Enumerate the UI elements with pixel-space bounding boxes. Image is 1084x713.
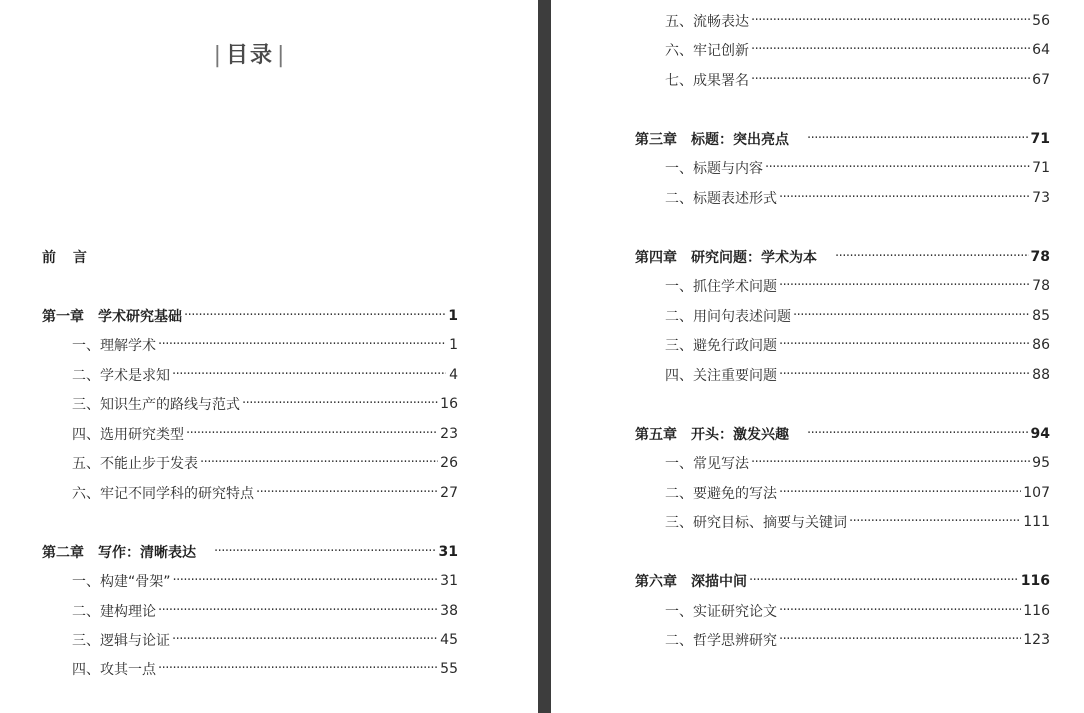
toc-label: 四、选用研究类型 — [72, 427, 184, 443]
toc-leader — [849, 512, 1021, 532]
toc-label: 第五章 开头：激发兴趣 — [635, 427, 789, 443]
toc-label: 一、标题与内容 — [665, 161, 763, 177]
toc-leader — [779, 188, 1030, 208]
toc-leader — [751, 11, 1030, 31]
toc-entry-left-9[interactable] — [72, 601, 458, 621]
left-page — [0, 0, 538, 713]
toc-entry-right-13[interactable] — [665, 483, 1050, 503]
toc-entry-right-6[interactable] — [635, 247, 1050, 267]
toc-label: 一、抓住学术问题 — [665, 279, 777, 295]
toc-label: 三、逻辑与论证 — [72, 633, 170, 649]
toc-label: 第四章 研究问题：学术为本 — [635, 250, 817, 266]
toc-page-number: 123 — [1023, 632, 1050, 648]
toc-leader — [779, 630, 1021, 650]
toc-leader — [158, 335, 446, 355]
toc-label: 七、成果署名 — [665, 73, 749, 89]
toc-label: 三、避免行政问题 — [665, 338, 777, 354]
toc-entry-left-10[interactable] — [72, 630, 458, 650]
toc-page-number: 78 — [1030, 249, 1050, 265]
toc-entry-right-16[interactable] — [665, 601, 1050, 621]
toc-leader — [242, 394, 438, 414]
toc-leader — [779, 276, 1030, 296]
toc-entry-right-7[interactable] — [665, 276, 1050, 296]
toc-entry-left-4[interactable] — [72, 424, 458, 444]
toc-entry-left-7[interactable] — [42, 542, 458, 562]
toc-leader — [749, 571, 1019, 591]
toc-leader — [807, 424, 1029, 444]
toc-leader — [184, 306, 446, 326]
toc-preface[interactable] — [42, 247, 95, 267]
toc-entry-right-15[interactable] — [635, 571, 1050, 591]
toc-label: 二、建构理论 — [72, 604, 156, 620]
toc-entry-right-9[interactable] — [665, 335, 1050, 355]
toc-page-number: 4 — [449, 367, 458, 383]
toc-label: 二、标题表述形式 — [665, 191, 777, 207]
toc-label: 二、哲学思辨研究 — [665, 633, 777, 649]
toc-entry-left-5[interactable] — [72, 453, 458, 473]
toc-page-number: 38 — [440, 603, 458, 619]
toc-leader — [186, 424, 438, 444]
toc-label: 一、理解学术 — [72, 338, 156, 354]
toc-label: 五、不能止步于发表 — [72, 456, 198, 472]
toc-entry-right-14[interactable] — [665, 512, 1050, 532]
toc-leader — [256, 483, 438, 503]
toc-page-number: 45 — [440, 632, 458, 648]
toc-entry-left-0[interactable] — [42, 306, 458, 326]
toc-page-number: 1 — [448, 308, 458, 324]
toc-label: 三、研究目标、摘要与关键词 — [665, 515, 847, 531]
toc-page-number: 23 — [440, 426, 458, 442]
toc-leader — [158, 659, 438, 679]
toc-entry-right-11[interactable] — [635, 424, 1050, 444]
right-page — [551, 0, 1084, 713]
toc-label: 二、用问句表述问题 — [665, 309, 791, 325]
toc-leader — [751, 40, 1030, 60]
toc-entry-left-1[interactable] — [72, 335, 458, 355]
toc-leader — [765, 158, 1030, 178]
toc-page-number: 71 — [1032, 160, 1050, 176]
toc-leader — [751, 70, 1030, 90]
toc-page-number: 95 — [1032, 455, 1050, 471]
toc-entry-left-6[interactable] — [72, 483, 458, 503]
toc-page-number: 56 — [1032, 13, 1050, 29]
toc-entry-right-10[interactable] — [665, 365, 1050, 385]
toc-preface-label: 前 言 — [42, 250, 93, 266]
toc-label: 四、攻其一点 — [72, 662, 156, 678]
toc-page-number: 27 — [440, 485, 458, 501]
toc-page-number: 78 — [1032, 278, 1050, 294]
toc-page-number: 16 — [440, 396, 458, 412]
page-divider — [538, 0, 551, 713]
toc-leader — [779, 601, 1021, 621]
toc-leader — [214, 542, 437, 562]
toc-page-number: 71 — [1030, 131, 1050, 147]
toc-entry-left-3[interactable] — [72, 394, 458, 414]
toc-label: 第一章 学术研究基础 — [42, 309, 182, 325]
toc-label: 六、牢记不同学科的研究特点 — [72, 486, 254, 502]
toc-page-number: 116 — [1020, 573, 1050, 589]
toc-leader — [779, 335, 1030, 355]
toc-leader — [807, 129, 1029, 149]
toc-page-number: 64 — [1032, 42, 1050, 58]
toc-leader — [158, 601, 438, 621]
toc-page-number: 111 — [1023, 514, 1050, 530]
toc-entry-left-11[interactable] — [72, 659, 458, 679]
toc-entry-right-12[interactable] — [665, 453, 1050, 473]
toc-entry-right-3[interactable] — [635, 129, 1050, 149]
toc-entry-right-8[interactable] — [665, 306, 1050, 326]
toc-page-number: 85 — [1032, 308, 1050, 324]
toc-entry-left-8[interactable] — [72, 571, 458, 591]
toc-label: 二、学术是求知 — [72, 368, 170, 384]
toc-page-number: 88 — [1032, 367, 1050, 383]
toc-leader — [835, 247, 1029, 267]
toc-leader — [173, 571, 439, 591]
toc-title — [0, 38, 500, 69]
toc-page-number: 26 — [440, 455, 458, 471]
toc-label: 五、流畅表达 — [665, 14, 749, 30]
toc-leader — [793, 306, 1030, 326]
toc-leader — [751, 453, 1030, 473]
toc-title-text: 目录 — [225, 43, 274, 68]
toc-leader — [779, 365, 1030, 385]
toc-entry-right-0[interactable] — [665, 11, 1050, 31]
toc-label: 六、牢记创新 — [665, 43, 749, 59]
toc-label: 三、知识生产的路线与范式 — [72, 397, 240, 413]
toc-label: 第二章 写作：清晰表达 — [42, 545, 196, 561]
toc-entry-right-2[interactable] — [665, 70, 1050, 90]
toc-page-number: 31 — [440, 573, 458, 589]
toc-leader — [779, 483, 1021, 503]
toc-page-number: 94 — [1030, 426, 1050, 442]
title-bar-left: | — [213, 43, 223, 68]
toc-page-number: 55 — [440, 661, 458, 677]
toc-leader — [172, 365, 446, 385]
toc-entry-right-5[interactable] — [665, 188, 1050, 208]
toc-label: 一、实证研究论文 — [665, 604, 777, 620]
toc-label: 第三章 标题：突出亮点 — [635, 132, 789, 148]
toc-label: 二、要避免的写法 — [665, 486, 777, 502]
toc-entry-right-17[interactable] — [665, 630, 1050, 650]
toc-page-number: 107 — [1023, 485, 1050, 501]
toc-leader — [172, 630, 438, 650]
toc-leader — [200, 453, 438, 473]
toc-page-number: 31 — [438, 544, 458, 560]
toc-label: 第六章 深描中间 — [635, 574, 747, 590]
toc-label: 四、关注重要问题 — [665, 368, 777, 384]
title-bar-right: | — [277, 43, 287, 68]
toc-label: 一、构建“骨架” — [72, 574, 171, 590]
toc-entry-right-1[interactable] — [665, 40, 1050, 60]
toc-entry-left-2[interactable] — [72, 365, 458, 385]
toc-page-number: 73 — [1032, 190, 1050, 206]
toc-page-number: 67 — [1032, 72, 1050, 88]
toc-entry-right-4[interactable] — [665, 158, 1050, 178]
toc-page-number: 1 — [449, 337, 458, 353]
toc-page-number: 116 — [1023, 603, 1050, 619]
toc-label: 一、常见写法 — [665, 456, 749, 472]
toc-page-number: 86 — [1032, 337, 1050, 353]
